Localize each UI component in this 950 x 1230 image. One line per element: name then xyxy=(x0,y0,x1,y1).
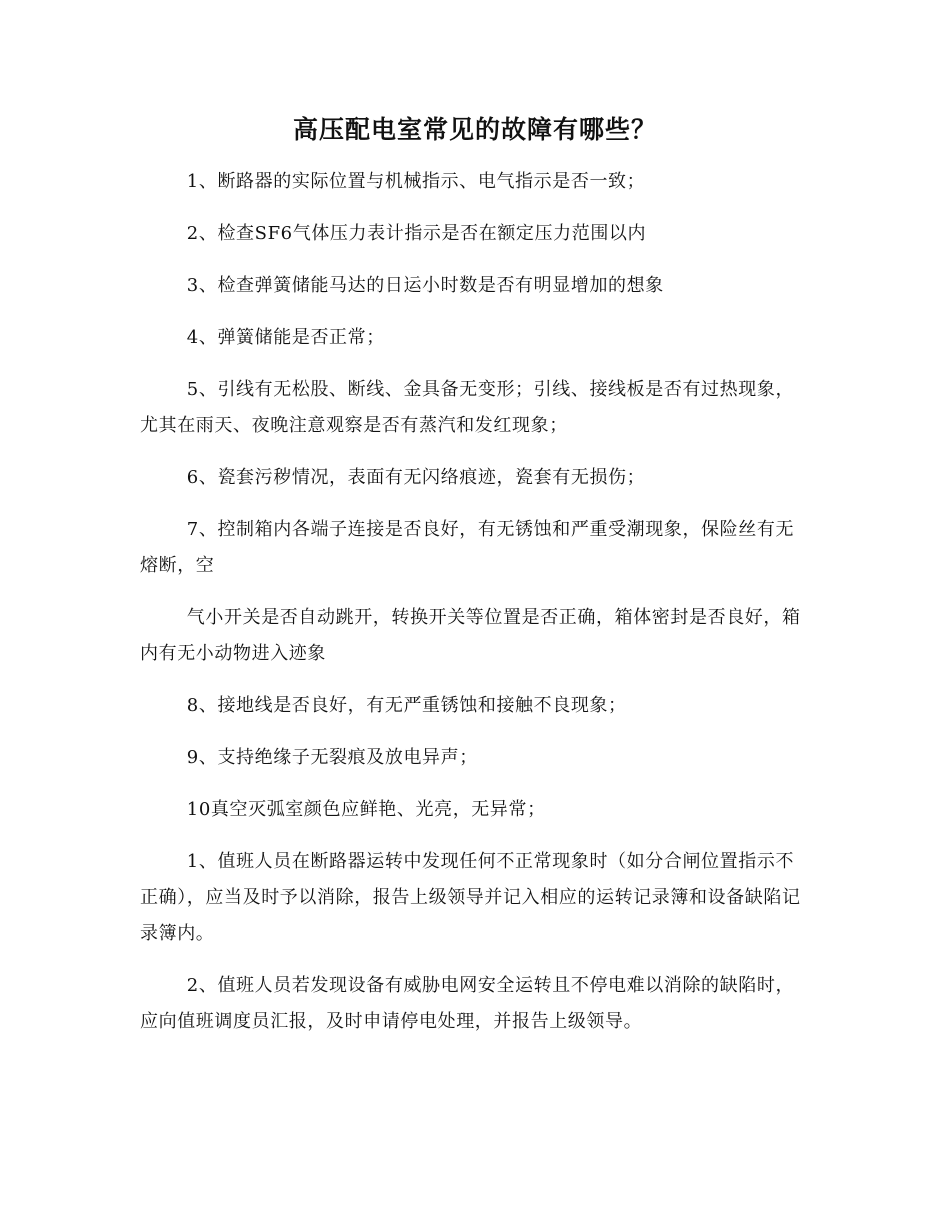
paragraph-4: 4、弹簧储能是否正常； xyxy=(186,327,385,348)
paragraph-3: 3、检查弹簧储能马达的日运小时数是否有明显增加的想象 xyxy=(186,275,664,296)
paragraph-9: 8、接地线是否良好，有无严重锈蚀和接触不良现象； xyxy=(186,695,627,716)
paragraph-2: 2、检查SF6气体压力表计指示是否在额定压力范围以内 xyxy=(186,223,647,244)
paragraph-7: 7、控制箱内各端子连接是否良好，有无锈蚀和严重受潮现象，保险丝有无熔断，空 xyxy=(140,519,795,576)
paragraph-13: 2、值班人员若发现设备有威胁电网安全运转且不停电难以消除的缺陷时，应向值班调度员汇报，及时申请停电处理，并报告上级领导。 xyxy=(140,975,795,1032)
paragraph-10: 9、支持绝缘子无裂痕及放电异声； xyxy=(186,747,478,768)
paragraph-11: 10真空灭弧室颜色应鲜艳、光亮，无异常； xyxy=(186,799,546,820)
document-body xyxy=(140,164,808,1056)
paragraph-6: 6、瓷套污秽情况，表面有无闪络痕迹，瓷套有无损伤； xyxy=(186,467,646,488)
paragraph-5: 5、引线有无松股、断线、金具备无变形；引线、接线板是否有过热现象，尤其在雨天、夜晚注意观察是否有蒸汽和发红现象； xyxy=(140,379,795,436)
paragraph-12: 1、值班人员在断路器运转中发现任何不正常现象时（如分合闸位置指示不正确），应当及时予以消除，报告上级领导并记入相应的运转记录簿和设备缺陷记录簿内。 xyxy=(140,851,801,944)
paragraph-8: 气小开关是否自动跳开，转换开关等位置是否正确，箱体密封是否良好，箱内有无小动物进入迹象 xyxy=(140,607,801,664)
paragraph-1: 1、断路器的实际位置与机械指示、电气指示是否一致； xyxy=(186,171,646,192)
document-title: 高压配电室常见的故障有哪些？ xyxy=(292,115,657,144)
